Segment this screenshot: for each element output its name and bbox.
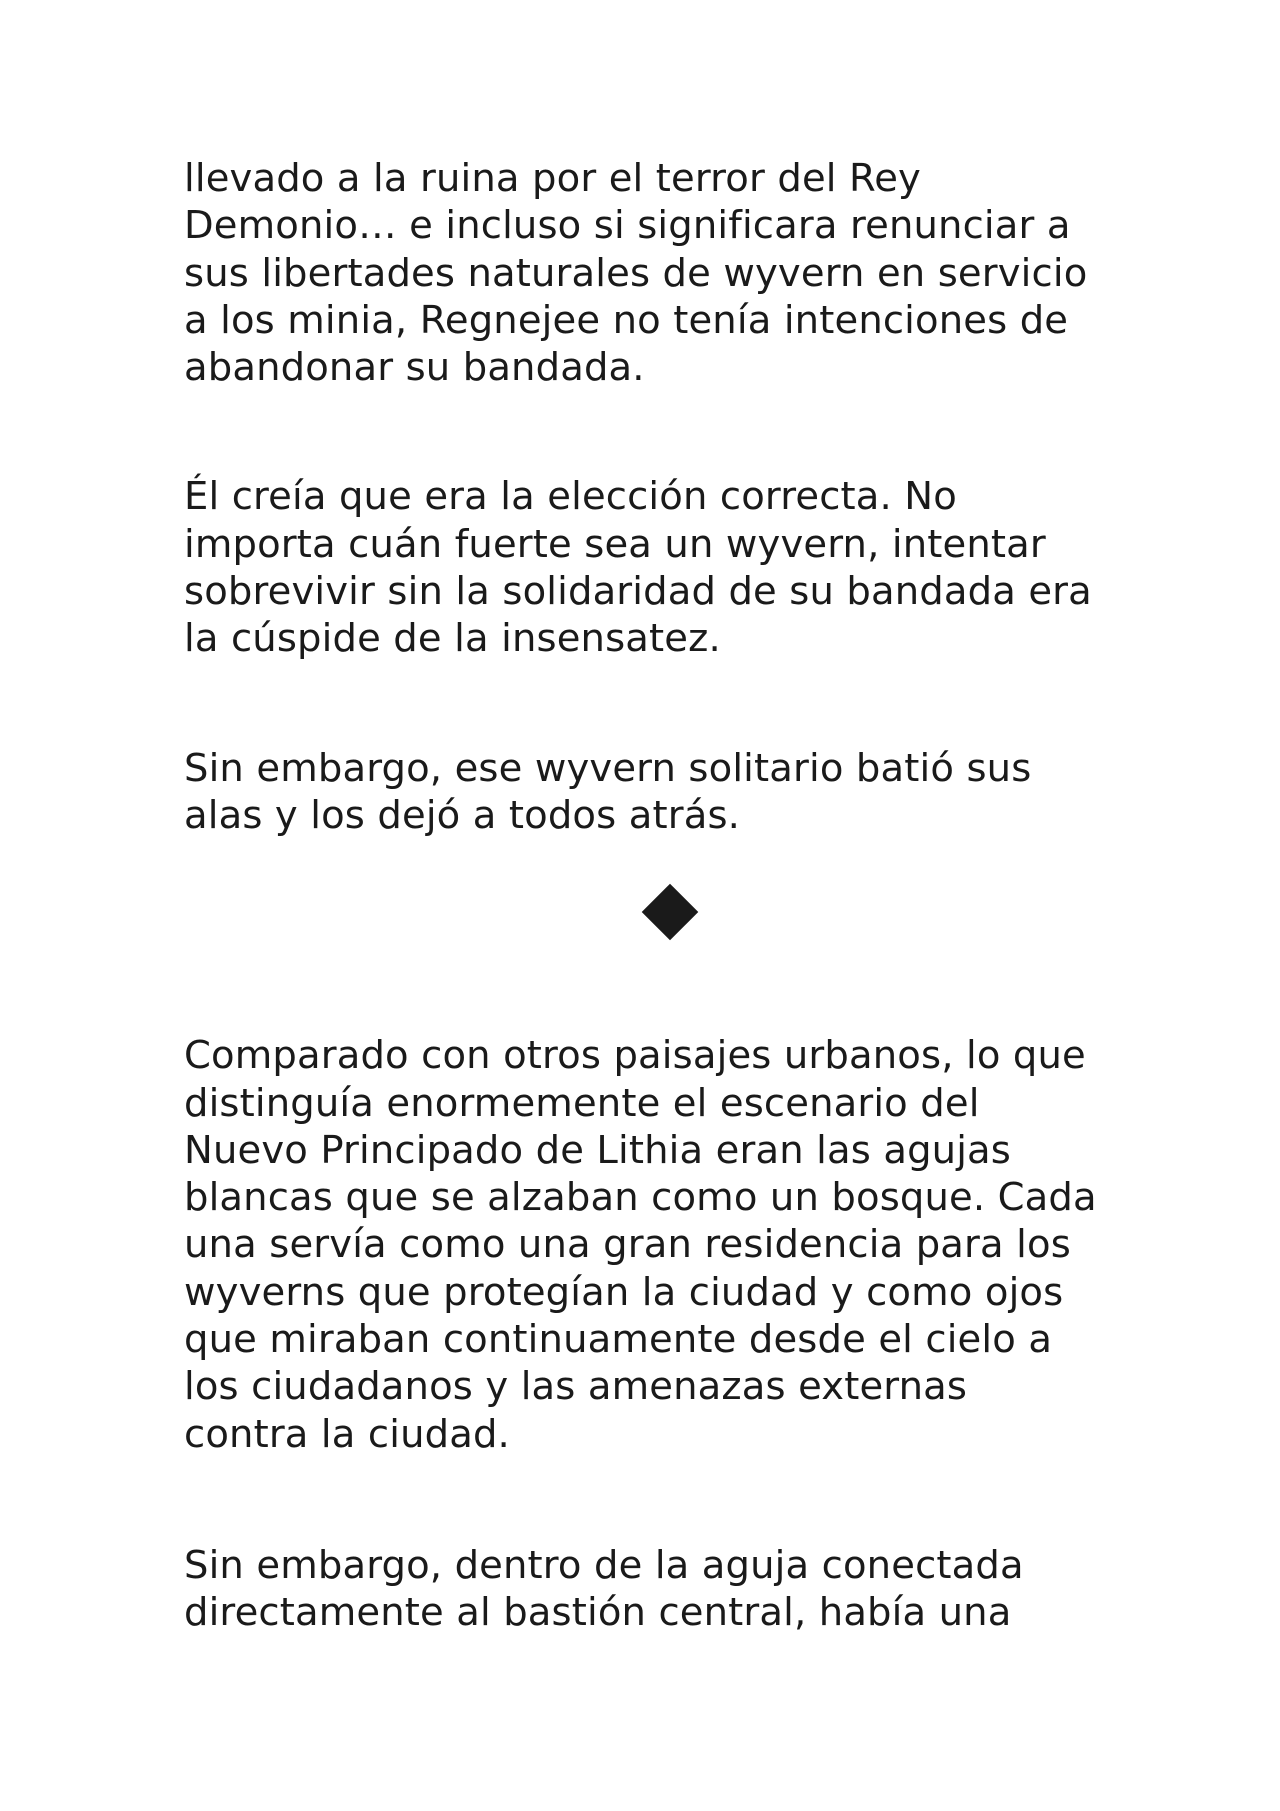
text-line: Nuevo Principado de Lithia eran las agujas [184,1127,1012,1173]
text-line: llevado a la ruina por el terror del Rey [184,156,921,201]
text-line: una servía como una gran residencia para los [184,1222,1071,1268]
paragraph-3 [184,745,1124,840]
text-line: sus libertades naturales de wyvern en servicio [184,250,1088,296]
text-line: contra la ciudad. [184,1411,510,1457]
text-line: Sin embargo, ese wyvern solitario batió sus [184,745,1032,791]
paragraph-spacer [184,391,1124,473]
text-line: blancas que se alzaban como un bosque. Cada [184,1175,1097,1221]
text-line: Sin embargo, dentro de la aguja conectada [184,1542,1024,1588]
text-line: a los minia, Regnejee no tenía intenciones de [184,297,1069,343]
text-line: Comparado con otros paisajes urbanos, lo que [184,1033,1086,1079]
text-line: alas y los dejó a todos atrás. [184,792,741,838]
text-line: distinguía enormemente el escenario del [184,1080,980,1126]
text-line: los ciudadanos y las amenazas externas [184,1364,968,1410]
text-line: wyverns que protegían la ciudad y como ojos [184,1269,1064,1315]
paragraph-5 [184,1542,1124,1637]
text-line: sobrevivir sin la solidaridad de su bandada era [184,569,1092,615]
paragraph-spacer [184,1458,1124,1542]
text-line: Demonio… e incluso si significara renunciar a [184,203,1071,249]
paragraph-spacer [184,663,1124,745]
text-line: que miraban continuamente desde el cielo a [184,1317,1053,1363]
text-line: la cúspide de la insensatez. [184,616,721,662]
text-line: Él creía que era la elección correcta. No [184,474,957,520]
paragraph-2 [184,473,1124,662]
paragraph-1 [184,155,1124,391]
text-line: importa cuán fuerte sea un wyvern, intentar [184,521,1046,567]
section-separator [184,839,1124,1032]
text-line: directamente al bastión central, había una [184,1590,1012,1636]
text-line: abandonar su bandada. [184,345,645,391]
paragraph-4 [184,1032,1124,1458]
body-text [184,155,1124,1637]
diamond-ornament-icon [642,884,699,941]
